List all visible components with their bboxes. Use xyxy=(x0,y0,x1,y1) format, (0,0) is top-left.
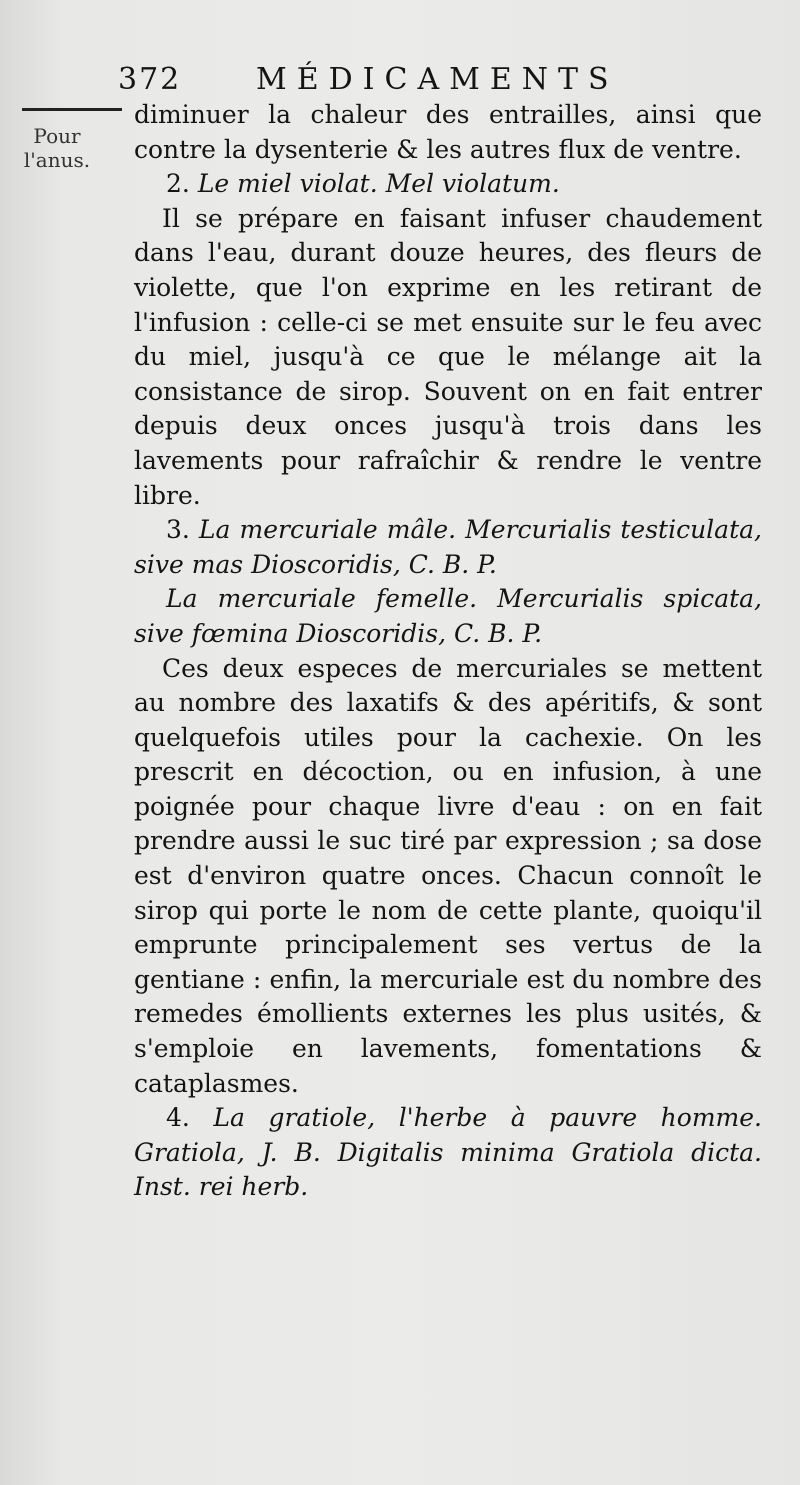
entry-2-title: Le miel violat. Mel violatum. xyxy=(197,169,560,199)
entry-4-heading xyxy=(134,1101,762,1205)
entry-3-subheading xyxy=(134,582,762,651)
margin-note: Pour l'anus. xyxy=(23,124,91,172)
entry-3-title: La mercuriale mâle. Mercurialis testiculata, sive mas Dioscoridis, C. B. P. xyxy=(134,515,762,579)
entry-3-text: Ces deux especes de mercuriales se mettent au nombre des laxatifs & des apéritifs, & sont quelquefois utiles pour la cachexie. On les prescrit en décoction, ou en infusion, à une poignée pour chaque livre d'eau : on en fait prendre aussi le suc tiré par expression ; sa dose est d'environ quatre onces. Chacun connoît le sirop qui porte le nom de cette plante, quoiqu'il emprunte principalement ses vertus de la gentiane : enfin, la mercuriale est du nombre des remedes émollients externes les plus usités, & s'emploie en lavements, fomentations & cataplasmes. xyxy=(134,653,762,1098)
page-number: 372 xyxy=(118,62,182,97)
entry-2-heading xyxy=(134,167,762,202)
entry-2-number: 2. xyxy=(166,169,198,199)
running-title: MÉDICAMENTS xyxy=(256,62,619,97)
entry-3-subtitle: La mercuriale femelle. Mercurialis spicata, sive fœmina Dioscoridis, C. B. P. xyxy=(134,584,762,648)
paragraph-continuation: diminuer la chaleur des entrailles, ainsi que contre la dysenterie & les autres flux de ventre. xyxy=(134,100,762,164)
entry-4-number: 4. xyxy=(166,1103,214,1133)
page-header xyxy=(118,62,758,102)
entry-3-number: 3. xyxy=(166,515,199,545)
entry-4-title: La gratiole, l'herbe à pauvre homme. Gratiola, J. B. Digitalis minima Gratiola dicta. Inst. rei herb. xyxy=(134,1103,762,1202)
entry-2-text: Il se prépare en faisant infuser chaudement dans l'eau, durant douze heures, des fleurs de violette, que l'on exprime en les retirant de l'infusion : celle-ci se met ensuite sur le feu avec du miel, jusqu'à ce que le mélange ait la consistance de sirop. Souvent on en fait entrer depuis deux onces jusqu'à trois dans les lavements pour rafraîchir & rendre le ventre libre. xyxy=(134,203,762,510)
entry-3-heading xyxy=(134,513,762,582)
page-body xyxy=(134,98,762,1205)
margin-rule xyxy=(22,108,122,111)
